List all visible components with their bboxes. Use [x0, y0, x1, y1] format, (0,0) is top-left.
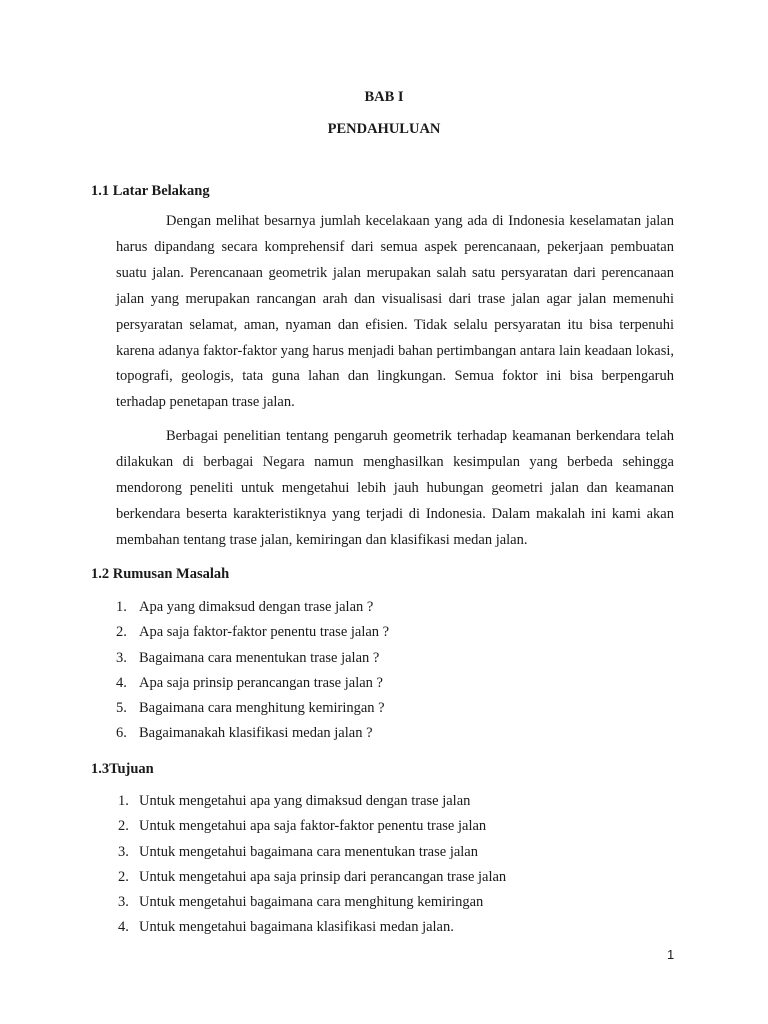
list-item-text: Bagaimana cara menentukan trase jalan ?	[139, 649, 380, 666]
paragraph-1-text: Dengan melihat besarnya jumlah kecelakaan yang ada di Indonesia keselamatan jalan harus dipandang secara komprehensif dari semua aspek perencanaan, pekerjaan pembuatan suatu jalan. Perencanaan geometrik jalan merupakan salah satu persyaratan dari perencanaan jalan yang merupakan rancangan arah dan visualisasi dari trase jalan agar jalan memenuhi persyaratan selamat, aman, nyaman dan efisien. Tidak selalu persyaratan itu bisa terpenuhi karena adanya faktor-faktor yang harus menjadi bahan pertimbangan antara lain keadaan lokasi, topografi, geologis, tata guna lahan dan lingkungan. Semua foktor ini bisa berpengaruh terhadap penetapan trase jalan.	[116, 213, 674, 411]
list-item-text: Bagaimana cara menghitung kemiringan ?	[139, 700, 385, 717]
chapter-title: PENDAHULUAN	[327, 121, 441, 137]
list-item-text: Untuk mengetahui apa yang dimaksud dengan trase jalan	[139, 793, 471, 809]
paragraph-1	[116, 209, 674, 416]
page-number: 1	[667, 947, 675, 962]
list-item-text: Apa yang dimaksud dengan trase jalan ?	[139, 599, 374, 615]
section-heading-tujuan: 1.3Tujuan	[91, 761, 154, 777]
section-heading-latar-belakang: 1.1 Latar Belakang	[91, 183, 210, 199]
list-item-number: 1.	[118, 793, 129, 809]
list-item-text: Bagaimanakah klasifikasi medan jalan ?	[139, 725, 373, 742]
paragraph-2-text: Berbagai penelitian tentang pengaruh geometrik terhadap keamanan berkendara telah dilakukan di berbagai Negara namun menghasilkan kesimpulan yang berbeda sehingga mendorong peneliti untuk mengetahui lebih jauh hubungan geometri jalan dan keamanan berkendara beserta karakteristiknya yang terjadi di Indonesia. Dalam makalah ini kami akan membahan tentang trase jalan, kemiringan dan klasifikasi medan jalan.	[116, 428, 674, 548]
list-item-text: Untuk mengetahui bagaimana cara menentukan trase jalan	[139, 843, 478, 860]
list-item-text: Apa saja prinsip perancangan trase jalan ?	[139, 674, 383, 691]
list-item-text: Untuk mengetahui bagaimana cara menghitung kemiringan	[139, 894, 484, 911]
list-item-number: 3.	[118, 843, 129, 860]
section-heading-rumusan-masalah: 1.2 Rumusan Masalah	[91, 566, 230, 582]
list-item-number: 4.	[118, 919, 129, 936]
list-item-number: 5.	[116, 700, 127, 717]
list-item-number: 2.	[116, 624, 127, 641]
list-item-number: 1.	[116, 599, 127, 615]
list-item-number: 4.	[116, 674, 127, 691]
list-item-text: Untuk mengetahui bagaimana klasifikasi medan jalan.	[139, 919, 454, 936]
list-item-number: 2.	[118, 818, 129, 835]
list-item-number: 3.	[116, 649, 127, 666]
list-item-text: Apa saja faktor-faktor penentu trase jalan ?	[139, 624, 390, 641]
list-item-text: Untuk mengetahui apa saja faktor-faktor penentu trase jalan	[139, 818, 487, 835]
list-item-text: Untuk mengetahui apa saja prinsip dari perancangan trase jalan	[139, 868, 507, 885]
list-item-number: 6.	[116, 725, 127, 742]
chapter-label: BAB I	[364, 89, 404, 105]
paragraph-2	[116, 424, 674, 554]
list-item-number: 3.	[118, 894, 129, 911]
list-item-number: 2.	[118, 868, 129, 885]
